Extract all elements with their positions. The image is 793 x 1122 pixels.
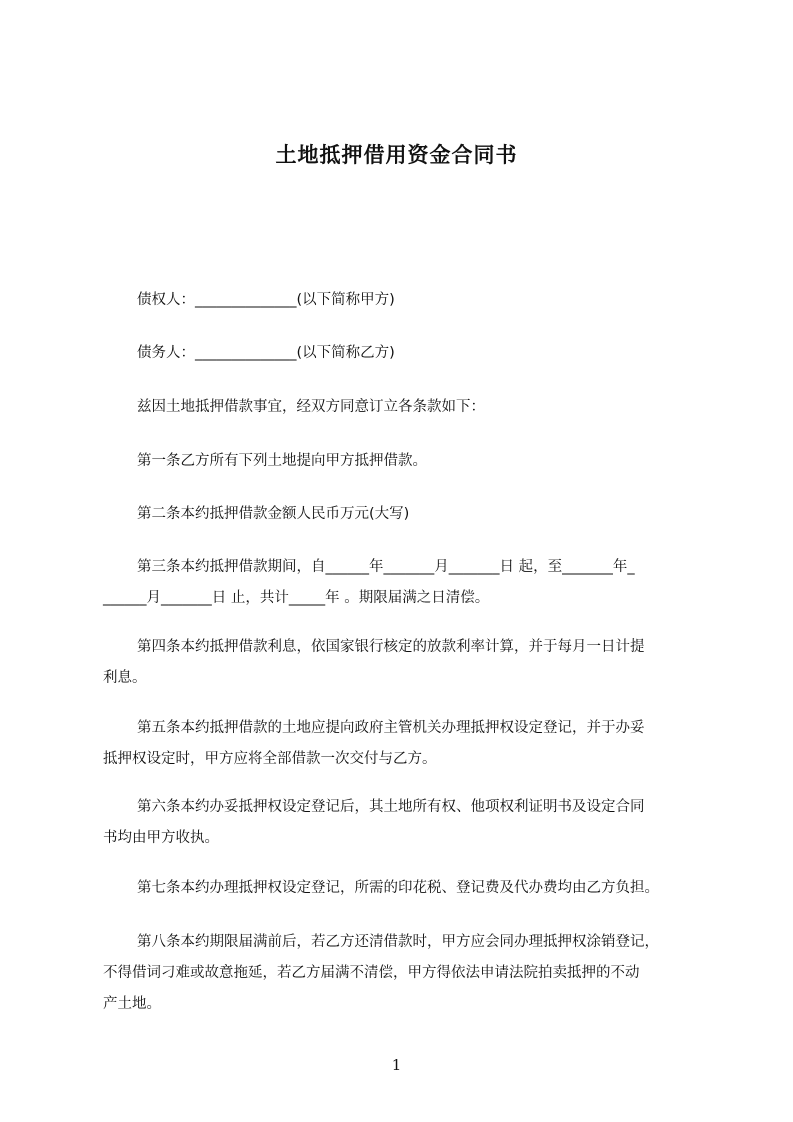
article-6-line-1: 第六条本约办妥抵押权设定登记后，其土地所有权、他项权利证明书及设定合同 [137,799,645,815]
article-8-line-3: 产土地。 [103,996,161,1012]
creditor-line: 债权人：______________(以下简称甲方) [137,292,395,308]
article-1: 第一条乙方所有下列土地提向甲方抵押借款。 [137,453,427,469]
article-5-line-1: 第五条本约抵押借款的土地应提向政府主管机关办理抵押权设定登记，并于办妥 [137,720,645,736]
article-2: 第二条本约抵押借款金额人民币万元(大写) [137,506,410,522]
page-title: 土地抵押借用资金合同书 [275,143,518,167]
article-5-line-2: 抵押权设定时，甲方应将全部借款一次交付与乙方。 [103,751,437,767]
article-3-line-1: 第三条本约抵押借款期间，自______年_______月_______日 起，至_______年_ [137,559,635,575]
article-4 [103,632,703,694]
article-3 [103,552,703,614]
article-8 [103,927,703,1020]
article-4-line-1: 第四条本约抵押借款利息，依国家银行核定的放款利率计算，并于每月一日计提 [137,639,645,655]
article-8-line-2: 不得借词刁难或故意拖延，若乙方届满不清偿，甲方得依法申请法院拍卖抵押的不动 [103,965,640,981]
article-8-line-1: 第八条本约期限届满前后，若乙方还清借款时，甲方应会同办理抵押权涂销登记， [137,934,659,950]
page-number: 1 [391,1056,402,1074]
article-4-line-2: 利息。 [103,670,147,686]
debtor-line: 债务人：______________(以下简称乙方) [137,345,395,361]
article-6 [103,792,703,854]
article-6-line-2: 书均由甲方收执。 [103,830,219,846]
intro-paragraph: 兹因土地抵押借款事宜，经双方同意订立各条款如下： [137,399,485,415]
article-5 [103,713,703,775]
article-3-line-2: ______月_______日 止，共计_____年 。期限届满之日清偿。 [103,590,490,606]
article-7: 第七条本约办理抵押权设定登记，所需的印花税、登记费及代办费均由乙方负担。 [137,880,659,896]
